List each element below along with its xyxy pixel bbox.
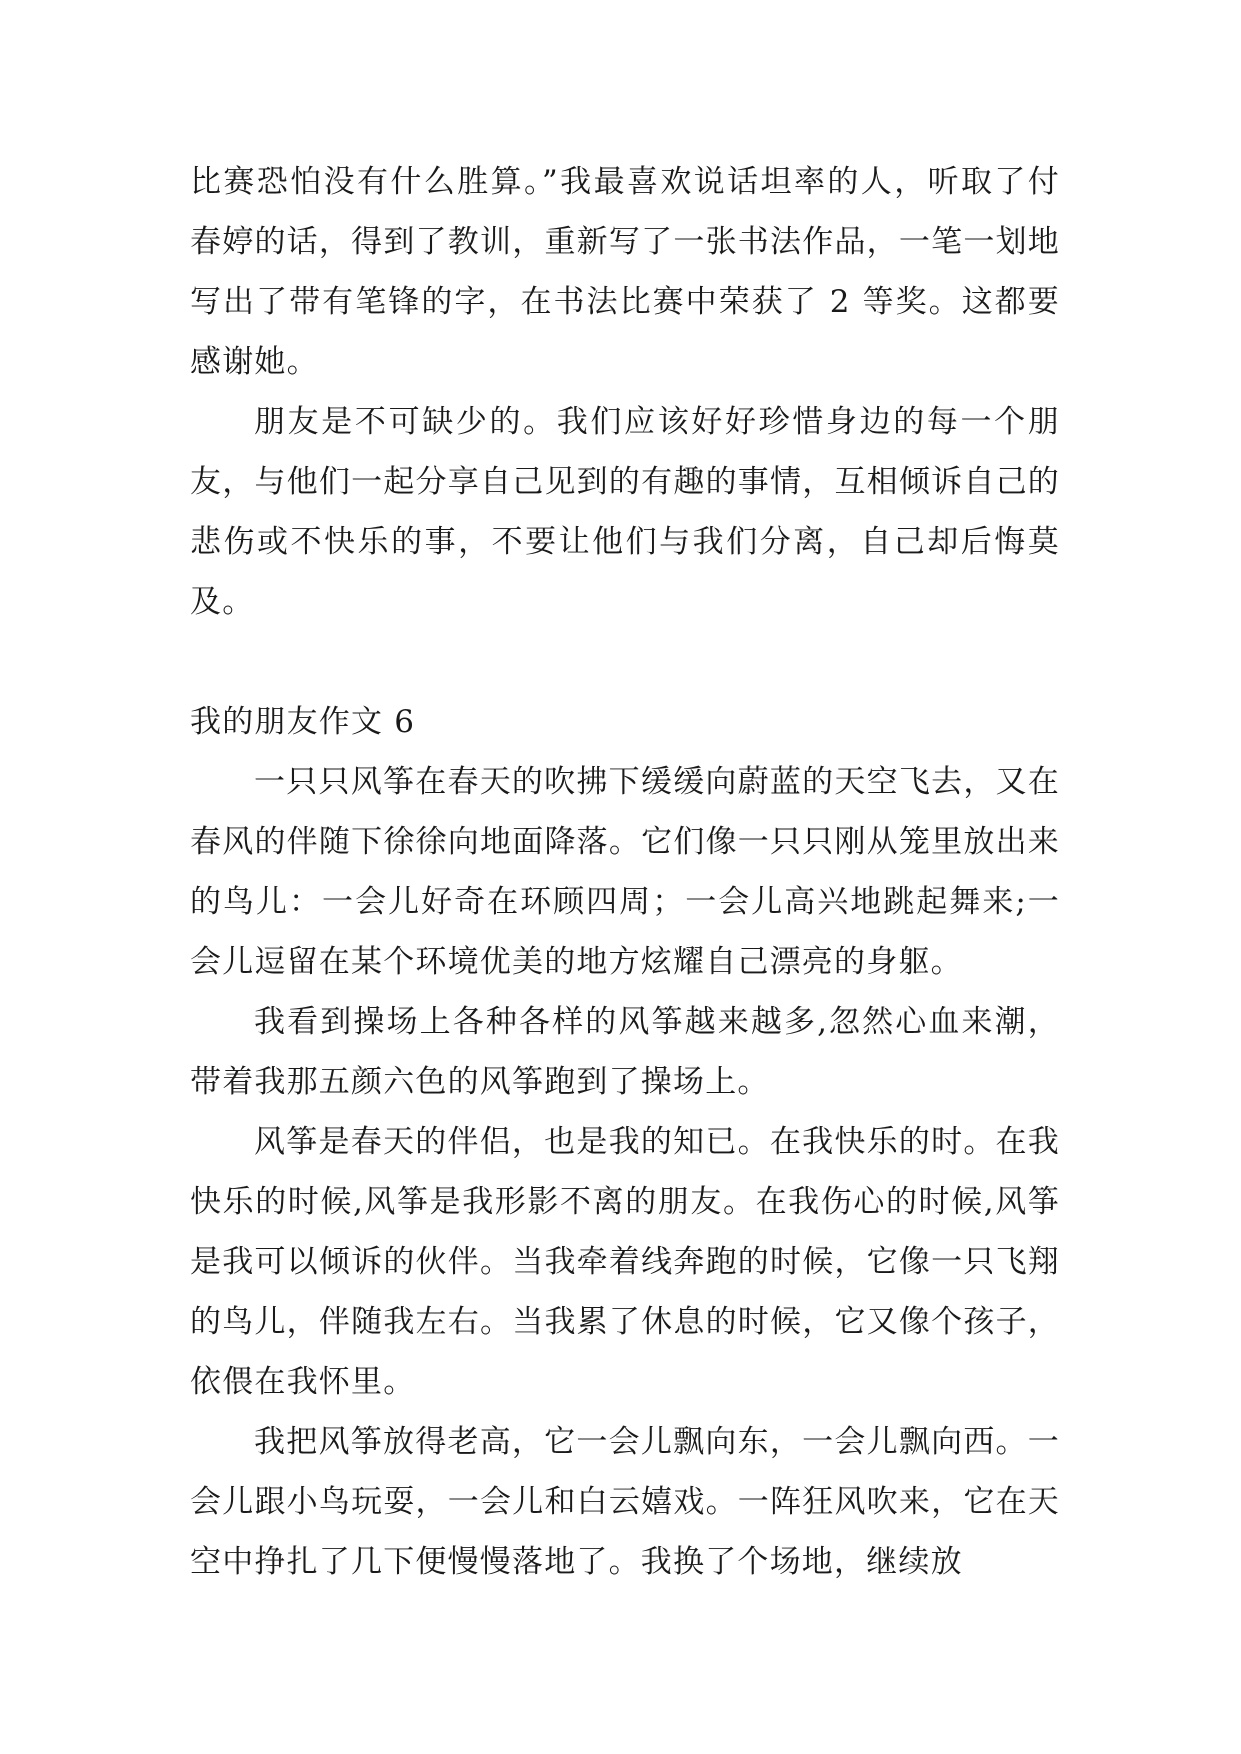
- paragraph: 风筝是春天的伴侣，也是我的知已。在我快乐的时。在我快乐的时候,风筝是我形影不离的朋友。在我伤心的时候,风筝是我可以倾诉的伙伴。当我牵着线奔跑的时候，它像一只飞翔的鸟儿，伴随我左右。当我累了休息的时候，它又像个孩子，依偎在我怀里。: [190, 1124, 1060, 1400]
- document-body: [190, 152, 1060, 1592]
- section-title: 我的朋友作文 6: [190, 704, 416, 740]
- paragraph: 朋友是不可缺少的。我们应该好好珍惜身边的每一个朋友，与他们一起分享自己见到的有趣的事情，互相倾诉自己的悲伤或不快乐的事，不要让他们与我们分离，自己却后悔莫及。: [190, 404, 1060, 620]
- paragraph: 比赛恐怕没有什么胜算。”我最喜欢说话坦率的人，听取了付春婷的话，得到了教训，重新写了一张书法作品，一笔一划地写出了带有笔锋的字，在书法比赛中荣获了 2 等奖。这都要感谢她。: [190, 164, 1060, 380]
- paragraph: 一只只风筝在春天的吹拂下缓缓向蔚蓝的天空飞去，又在春风的伴随下徐徐向地面降落。它们像一只只刚从笼里放出来的鸟儿：一会儿好奇在环顾四周；一会儿高兴地跳起舞来;一会儿逗留在某个环境优美的地方炫耀自己漂亮的身躯。: [190, 764, 1060, 980]
- paragraph: 我把风筝放得老高，它一会儿飘向东，一会儿飘向西。一会儿跟小鸟玩耍，一会儿和白云嬉戏。一阵狂风吹来，它在天空中挣扎了几下便慢慢落地了。我换了个场地，继续放: [190, 1424, 1060, 1580]
- paragraph: 我看到操场上各种各样的风筝越来越多,忽然心血来潮，带着我那五颜六色的风筝跑到了操场上。: [190, 1004, 1060, 1100]
